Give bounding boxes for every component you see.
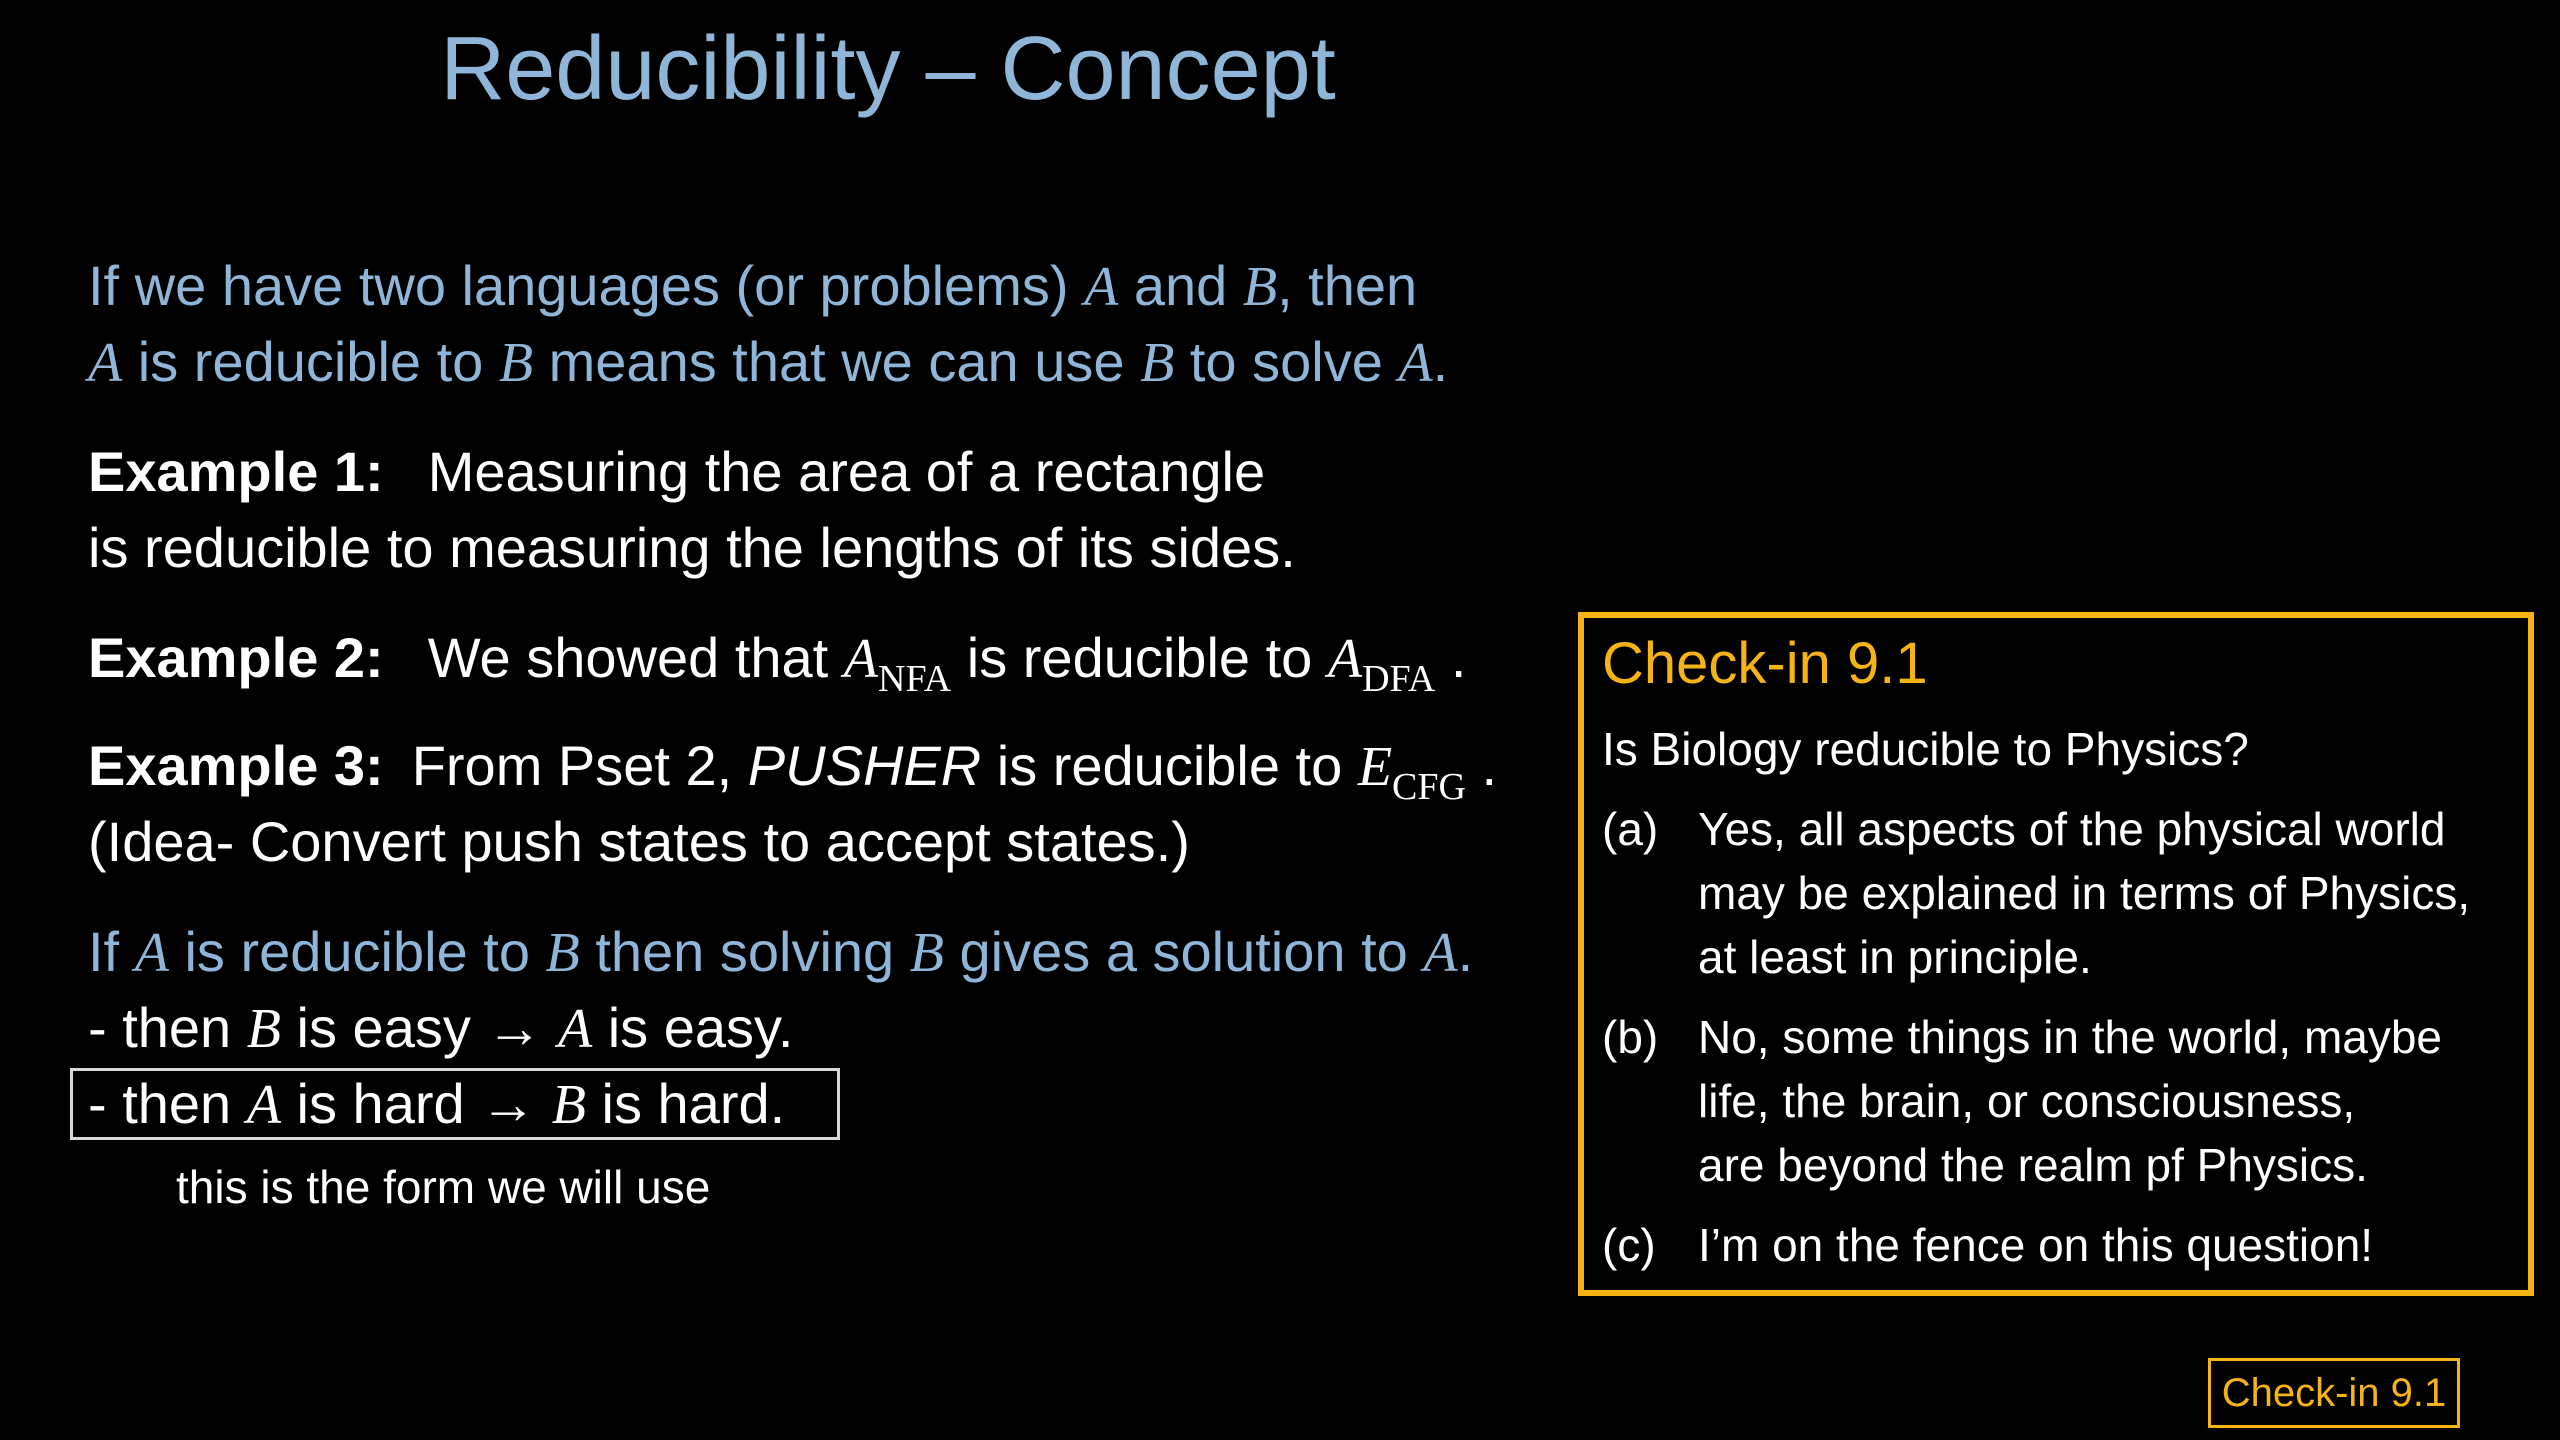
var-a: A bbox=[1084, 256, 1119, 318]
option-b-label[interactable]: (b) bbox=[1602, 1011, 1659, 1063]
checkin-question: Is Biology reducible to Physics? bbox=[1602, 723, 2249, 775]
conclusion-text: is reducible to bbox=[168, 920, 546, 983]
example-1-line-2: is reducible to measuring the lengths of its sides. bbox=[88, 516, 1296, 579]
var-a: A bbox=[557, 998, 593, 1060]
intro-text: If we have two languages (or problems) bbox=[88, 254, 1085, 317]
hard-text: - then bbox=[88, 1072, 247, 1135]
example-3-idea: (Idea- Convert push states to accept states.) bbox=[88, 810, 1190, 873]
hard-text: is hard → bbox=[280, 1072, 552, 1135]
easy-text: is easy. bbox=[592, 996, 794, 1059]
var-b: B bbox=[246, 998, 281, 1060]
slide-title: Reducibility – Concept bbox=[440, 19, 1336, 119]
checkin-tag-button[interactable]: Check-in 9.1 bbox=[2208, 1358, 2460, 1428]
option-b-line: are beyond the realm pf Physics. bbox=[1698, 1139, 2368, 1191]
var-a: A bbox=[1327, 628, 1363, 690]
option-c-line: I’m on the fence on this question! bbox=[1698, 1219, 2374, 1271]
checkin-title: Check-in 9.1 bbox=[1602, 631, 1928, 696]
var-b: B bbox=[1140, 332, 1175, 394]
example-1-text: Measuring the area of a rectangle bbox=[427, 440, 1266, 503]
example-3-text: is reducible to bbox=[981, 734, 1358, 797]
option-b-line: life, the brain, or consciousness, bbox=[1698, 1075, 2356, 1127]
easy-text: is easy → bbox=[280, 996, 558, 1059]
option-a-label[interactable]: (a) bbox=[1602, 803, 1659, 855]
example-3-text: From Pset 2, bbox=[411, 734, 748, 797]
option-a-line: Yes, all aspects of the physical world bbox=[1698, 803, 2446, 855]
var-e: E bbox=[1357, 736, 1393, 798]
subscript-cfg: CFG bbox=[1392, 766, 1466, 808]
easy-text: - then bbox=[88, 996, 247, 1059]
example-2-line bbox=[88, 626, 1467, 700]
var-a: A bbox=[1398, 332, 1433, 394]
intro-line-2 bbox=[88, 330, 1449, 394]
example-1-label: Example 1: bbox=[88, 440, 384, 503]
hard-text: is hard. bbox=[585, 1072, 786, 1135]
intro-text: to solve bbox=[1174, 330, 1399, 393]
option-a-line: may be explained in terms of Physics, bbox=[1698, 867, 2471, 919]
example-2-label: Example 2: bbox=[88, 626, 384, 689]
example-3-label: Example 3: bbox=[88, 734, 384, 797]
var-b: B bbox=[551, 1074, 586, 1136]
example-3-line bbox=[88, 734, 1498, 808]
intro-line-1 bbox=[88, 254, 1418, 318]
intro-text: , then bbox=[1277, 254, 1418, 317]
example-2-text: . bbox=[1435, 626, 1467, 689]
var-a: A bbox=[246, 1074, 281, 1136]
example-2-text: We showed that bbox=[427, 626, 844, 689]
example-2-text: is reducible to bbox=[951, 626, 1328, 689]
easy-line bbox=[88, 996, 794, 1060]
var-b: B bbox=[498, 332, 534, 394]
var-a: A bbox=[134, 922, 169, 984]
conclusion-text: then solving bbox=[579, 920, 910, 983]
subscript-dfa: DFA bbox=[1362, 658, 1436, 700]
conclusion-text: gives a solution to bbox=[943, 920, 1424, 983]
var-a: A bbox=[1423, 922, 1458, 984]
hard-line bbox=[88, 1072, 786, 1136]
var-a: A bbox=[843, 628, 879, 690]
conclusion-text: If bbox=[88, 920, 135, 983]
intro-text: and bbox=[1118, 254, 1243, 317]
subscript-nfa: NFA bbox=[878, 658, 952, 700]
example-3-text: . bbox=[1465, 734, 1498, 797]
var-b: B bbox=[1242, 256, 1278, 318]
var-b: B bbox=[545, 922, 580, 984]
intro-text: . bbox=[1432, 330, 1449, 393]
var-a: A bbox=[88, 332, 123, 394]
example-1-line-1 bbox=[88, 440, 1266, 503]
option-b-line: No, some things in the world, maybe bbox=[1698, 1011, 2443, 1063]
var-b: B bbox=[909, 922, 944, 984]
option-a-line: at least in principle. bbox=[1698, 931, 2092, 983]
pusher-term: PUSHER bbox=[747, 734, 982, 797]
option-c-label[interactable]: (c) bbox=[1602, 1219, 1656, 1271]
intro-text: is reducible to bbox=[122, 330, 499, 393]
conclusion-line bbox=[88, 920, 1474, 984]
form-note: this is the form we will use bbox=[176, 1161, 711, 1213]
intro-text: means that we can use bbox=[533, 330, 1141, 393]
conclusion-text: . bbox=[1457, 920, 1474, 983]
